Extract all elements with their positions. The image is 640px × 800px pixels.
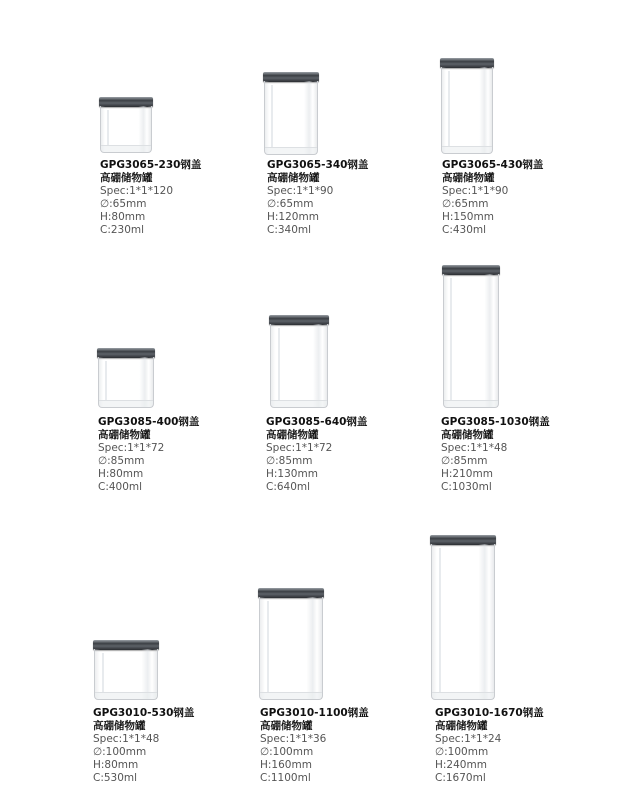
product-capacity: C:340ml xyxy=(267,224,312,236)
jar-image-640 xyxy=(270,315,328,408)
product-description: 高硼储物罐 xyxy=(267,172,320,184)
product-diameter: ∅:100mm xyxy=(260,746,314,758)
product-model: GPG3065-430钢盖 xyxy=(442,159,544,171)
jar-image-530 xyxy=(94,640,158,700)
product-description: 高硼储物罐 xyxy=(441,429,494,441)
product-description: 高硼储物罐 xyxy=(442,172,495,184)
product-height: H:80mm xyxy=(100,211,146,223)
product-height: H:80mm xyxy=(93,759,139,771)
jar-image-400 xyxy=(98,348,154,408)
product-info xyxy=(98,416,199,494)
glass-body xyxy=(441,67,493,154)
glass-body xyxy=(98,357,154,408)
product-model: GPG3085-1030钢盖 xyxy=(441,416,550,428)
product-spec: Spec:1*1*90 xyxy=(442,185,509,197)
product-model: GPG3065-230钢盖 xyxy=(100,159,202,171)
product-diameter: ∅:100mm xyxy=(93,746,147,758)
glass-body xyxy=(443,274,499,408)
product-height: H:80mm xyxy=(98,468,144,480)
product-capacity: C:230ml xyxy=(100,224,145,236)
product-info xyxy=(441,416,550,494)
glass-body xyxy=(264,81,318,155)
product-description: 高硼储物罐 xyxy=(260,720,313,732)
product-spec: Spec:1*1*48 xyxy=(93,733,160,745)
jar-image-340 xyxy=(264,72,318,155)
product-info xyxy=(442,159,543,237)
product-capacity: C:1030ml xyxy=(441,481,492,493)
product-spec: Spec:1*1*24 xyxy=(435,733,502,745)
product-height: H:130mm xyxy=(266,468,318,480)
product-info xyxy=(260,707,369,785)
jar-image-230 xyxy=(100,97,152,153)
product-spec: Spec:1*1*72 xyxy=(266,442,333,454)
product-height: H:120mm xyxy=(267,211,319,223)
product-diameter: ∅:65mm xyxy=(267,198,314,210)
product-spec: Spec:1*1*36 xyxy=(260,733,327,745)
product-spec: Spec:1*1*90 xyxy=(267,185,334,197)
product-height: H:150mm xyxy=(442,211,494,223)
jar-image-1670 xyxy=(431,535,495,700)
product-height: H:210mm xyxy=(441,468,493,480)
jar-image-1100 xyxy=(259,588,323,700)
product-info xyxy=(435,707,544,785)
glass-body xyxy=(94,649,158,700)
product-capacity: C:640ml xyxy=(266,481,311,493)
product-info xyxy=(93,707,194,785)
jar-image-1030 xyxy=(443,265,499,408)
product-diameter: ∅:65mm xyxy=(442,198,489,210)
product-diameter: ∅:65mm xyxy=(100,198,147,210)
product-description: 高硼储物罐 xyxy=(93,720,146,732)
glass-body xyxy=(100,106,152,153)
product-model: GPG3010-530钢盖 xyxy=(93,707,195,719)
product-capacity: C:1670ml xyxy=(435,772,486,784)
product-model: GPG3085-640钢盖 xyxy=(266,416,368,428)
product-model: GPG3085-400钢盖 xyxy=(98,416,200,428)
product-capacity: C:400ml xyxy=(98,481,143,493)
product-height: H:240mm xyxy=(435,759,487,771)
product-diameter: ∅:85mm xyxy=(266,455,313,467)
product-capacity: C:1100ml xyxy=(260,772,311,784)
product-info xyxy=(266,416,367,494)
product-info xyxy=(100,159,201,237)
product-diameter: ∅:85mm xyxy=(441,455,488,467)
product-spec: Spec:1*1*120 xyxy=(100,185,174,197)
product-diameter: ∅:85mm xyxy=(98,455,145,467)
product-info xyxy=(267,159,368,237)
glass-body xyxy=(259,597,323,700)
jar-image-430 xyxy=(441,58,493,154)
product-diameter: ∅:100mm xyxy=(435,746,489,758)
product-model: GPG3065-340钢盖 xyxy=(267,159,369,171)
product-description: 高硼储物罐 xyxy=(435,720,488,732)
glass-body xyxy=(431,544,495,700)
product-capacity: C:430ml xyxy=(442,224,487,236)
product-capacity: C:530ml xyxy=(93,772,138,784)
product-model: GPG3010-1100钢盖 xyxy=(260,707,369,719)
glass-body xyxy=(270,324,328,408)
product-description: 高硼储物罐 xyxy=(266,429,319,441)
product-description: 高硼储物罐 xyxy=(98,429,151,441)
product-height: H:160mm xyxy=(260,759,312,771)
product-model: GPG3010-1670钢盖 xyxy=(435,707,544,719)
product-description: 高硼储物罐 xyxy=(100,172,153,184)
product-spec: Spec:1*1*72 xyxy=(98,442,165,454)
product-spec: Spec:1*1*48 xyxy=(441,442,508,454)
